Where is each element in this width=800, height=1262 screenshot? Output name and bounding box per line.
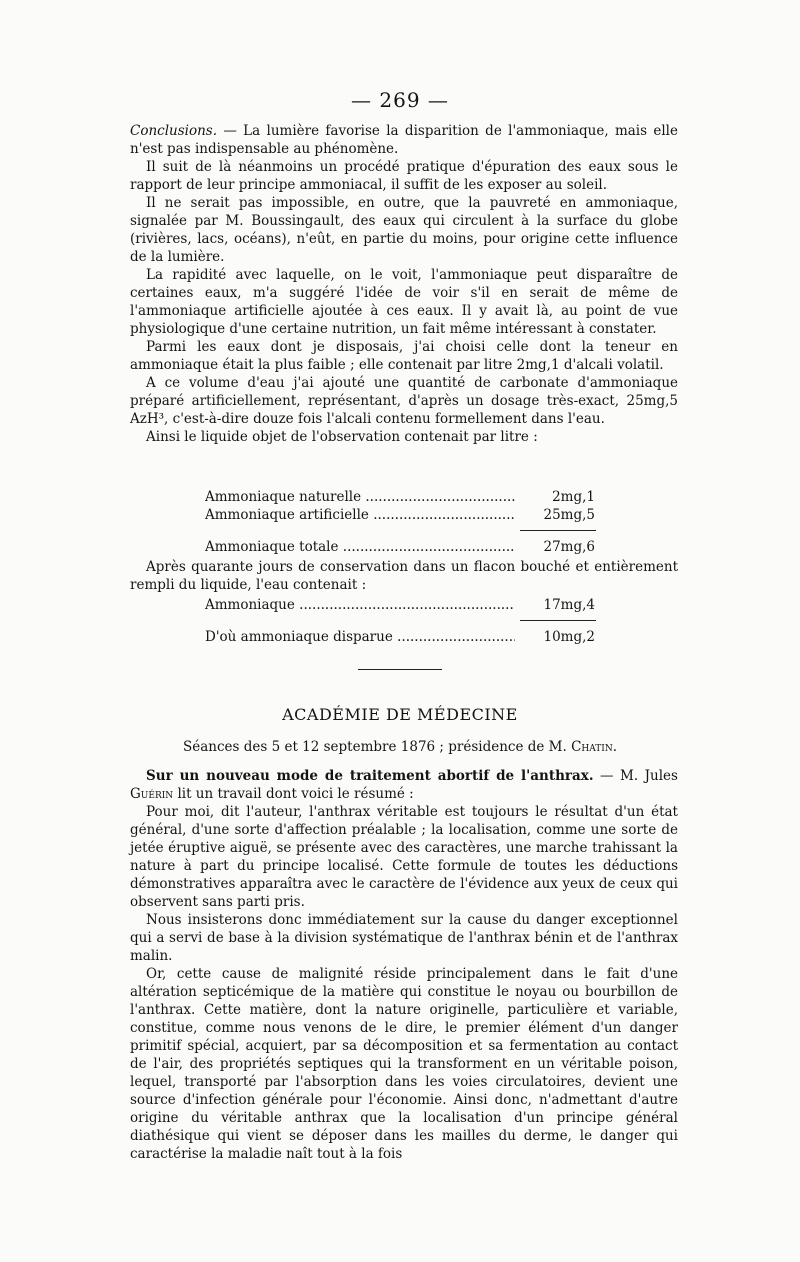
paragraph: La rapidité avec laquelle, on le voit, l'ammoniaque peut disparaître de certaines eaux, m'a suggéré l'idée de voir s'il en serait de même de l'ammoniaque artificielle ajoutée à ces eaux. Il y avait là, au point de vue physiologique d'une certaine nutrition, un fait même intéressant à constater. <box>130 267 678 337</box>
paragraph: A ce volume d'eau j'ai ajouté une quantité de carbonate d'ammoniaque préparé artificiellement, représentant, d'après un dosage très-exact, 25mg,5 AzH³, c'est-à-dire douze fois l'alcali contenu formellement dans l'eau. <box>130 375 678 427</box>
table-row <box>205 506 595 524</box>
paragraph: Parmi les eaux dont je disposais, j'ai choisi celle dont la teneur en ammoniaque était la plus faible ; elle contenait par litre 2mg,1 d'alcali volatil. <box>130 339 678 373</box>
row-value: 2mg,1 <box>515 488 595 506</box>
author-name: Guérin <box>130 786 174 802</box>
session-text: Séances des 5 et 12 septembre 1876 ; présidence de M. <box>182 739 572 755</box>
total-row <box>205 538 595 556</box>
row-value: 10mg,2 <box>515 628 595 646</box>
section-title: ACADÉMIE DE MÉDECINE <box>282 705 518 724</box>
run-in-heading: Conclusions. <box>130 123 218 139</box>
paragraph: Pour moi, dit l'auteur, l'anthrax véritable est toujours le résultat d'un état général, d'une sorte d'affection préalable ; la localisation, comme une sorte de jetée éruptive aiguë, se présente avec des caractères, une marche trahissant la nature à part du principe localisé. Cette formule de toutes les déductions démonstratives apparaîtra avec le caractère de l'évidence aux yeux de ceux qui observent sans parti pris. <box>130 804 678 910</box>
paragraph: Il suit de là néanmoins un procédé pratique d'épuration des eaux sous le rapport de leur principe ammoniacal, il suffit de les exposer au soleil. <box>130 159 678 193</box>
sum-rule <box>520 620 596 621</box>
row-value: 27mg,6 <box>515 538 595 556</box>
row-value: 25mg,5 <box>515 506 595 524</box>
row-label: D'où ammoniaque disparue ..... <box>205 628 515 646</box>
session-end: . <box>612 739 618 755</box>
row-label: Ammoniaque ..... <box>205 596 515 614</box>
paragraph: Il ne serait pas impossible, en outre, que la pauvreté en ammoniaque, signalée par M. Boussingault, des eaux qui circulent à la surface du globe (rivières, lacs, océans), n'eût, en partie du moins, pour origine cette influence de la lumière. <box>130 195 678 265</box>
page-number: — 269 — <box>351 88 449 112</box>
intro-text: — M. Jules <box>593 768 678 784</box>
body-text-middle <box>130 558 678 594</box>
paragraph: Nous insisterons donc immédiatement sur la cause du danger exceptionnel qui a servi de base à la division systématique de l'anthrax bénin et de l'anthrax malin. <box>130 912 678 964</box>
paragraph-conclusions <box>130 122 678 158</box>
paragraph: Après quarante jours de conservation dans un flacon bouché et entièrement rempli du liquide, l'eau contenait : <box>130 559 678 593</box>
paragraph: Ainsi le liquide objet de l'observation contenait par litre : <box>146 429 538 445</box>
row-label: Ammoniaque artificielle ..... <box>205 506 515 524</box>
intro-text: lit un travail dont voici le résumé : <box>173 786 414 802</box>
row-label: Ammoniaque totale ..... <box>205 538 515 556</box>
article-title: Sur un nouveau mode de traitement abortif de l'anthrax. <box>146 768 594 784</box>
table-row <box>205 488 595 506</box>
sum-rule <box>520 530 596 531</box>
body-text-bottom <box>130 767 678 1163</box>
article-intro <box>130 767 678 803</box>
row-label: Ammoniaque naturelle ..... <box>205 488 515 506</box>
paragraph-text: — La lumière favorise la disparition de l'ammoniaque, mais elle n'est pas indispensable au phénomène. <box>130 123 678 157</box>
paragraph: Or, cette cause de malignité réside principalement dans le fait d'une altération septicémique de la matière qui constitue le noyau ou bourbillon de l'anthrax. Cette matière, dont la nature originelle, particulière et variable, constitue, comme nous venons de le dire, le premier élément d'un danger primitif spécial, acquiert, par sa décomposition et sa fermentation au contact de l'air, des propriétés septiques qui la transforment en un véritable poison, lequel, transporté par l'absorption dans les voies circulatoires, devient une source d'infection générale pour l'économie. Ainsi donc, n'admettant d'autre origine du véritable anthrax que la localisation d'un principe général diathésique qui vient se déposer dans les mailles du derme, le danger qui caractérise la maladie naît tout à la fois <box>130 966 678 1162</box>
row-value: 17mg,4 <box>515 596 595 614</box>
section-divider <box>358 669 442 670</box>
president-name: Chatin <box>571 739 613 755</box>
session-line <box>0 739 800 755</box>
table-row <box>205 596 595 614</box>
body-text-top <box>130 122 678 446</box>
total-row <box>205 628 595 646</box>
